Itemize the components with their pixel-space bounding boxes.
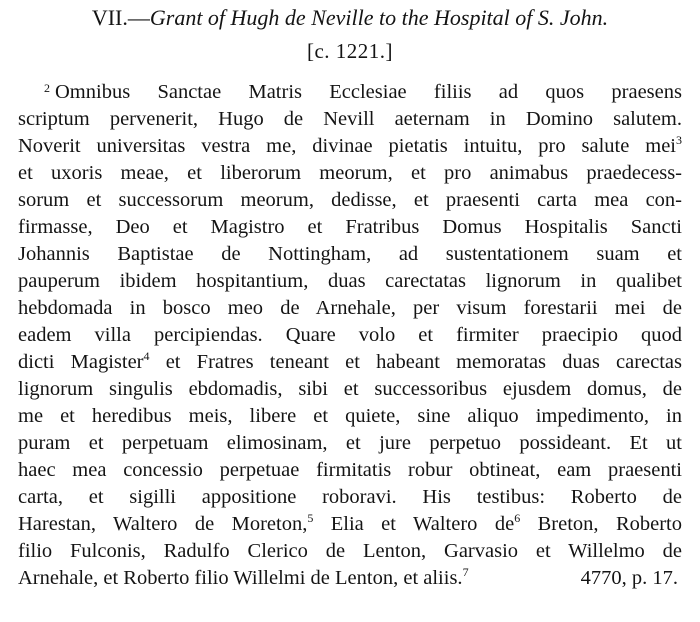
line-text: dicti Magister bbox=[18, 351, 144, 373]
text-line: me et heredibus meis, libere et quiete, sine aliquo impedimento, in bbox=[18, 405, 682, 427]
source-reference: 4770, p. 17. bbox=[580, 567, 678, 589]
text-line: hebdomada in bosco meo de Arnehale, per visum forestarii mei de bbox=[18, 297, 682, 319]
text-line: sorum et successorum meorum, dedisse, et praesenti carta mea con- bbox=[18, 189, 682, 211]
text-line: lignorum singulis ebdomadis, sibi et successoribus ejusdem domus, de bbox=[18, 378, 682, 400]
line-text: Noverit universitas vestra me, divinae pietatis intuitu, pro salute mei bbox=[18, 135, 676, 157]
line-text: Elia et Waltero de bbox=[313, 513, 515, 535]
text-line: firmasse, Deo et Magistro et Fratribus Domus Hospitalis Sancti bbox=[18, 216, 682, 238]
text-line bbox=[18, 133, 682, 160]
text-line bbox=[18, 511, 682, 538]
title-text: Grant of Hugh de Neville to the Hospital of S. John. bbox=[149, 5, 609, 30]
text-line: haec mea concessio perpetuae firmitatis robur obtineat, eam praesenti bbox=[18, 459, 682, 481]
text-line: pauperum ibidem hospitantium, duas carectatas lignorum in qualibet bbox=[18, 270, 682, 292]
text-line: Johannis Baptistae de Nottingham, ad sustentationem suam et bbox=[18, 243, 682, 265]
text-line: Omnibus Sanctae Matris Ecclesiae filiis ad quos praesens bbox=[55, 81, 682, 103]
footnote-mark: 3 bbox=[676, 133, 682, 147]
text-line: scriptum pervenerit, Hugo de Nevill aeternam in Domino salutem. bbox=[18, 108, 682, 130]
document-title bbox=[0, 3, 700, 33]
line-text: Harestan, Waltero de Moreton, bbox=[18, 513, 308, 535]
footnote-mark: 4 bbox=[143, 349, 150, 363]
line-text: Arnehale, et Roberto filio Willelmi de Lenton, et aliis. bbox=[18, 567, 463, 589]
footnote-mark: 6 bbox=[514, 511, 521, 525]
line-text: Breton, Roberto bbox=[520, 513, 682, 535]
line-text: et Fratres teneant et habeant memoratas duas carectas bbox=[149, 351, 682, 373]
text-line: carta, et sigilli appositione roboravi. His testibus: Roberto de bbox=[18, 486, 682, 508]
document-date: [c. 1221.] bbox=[306, 39, 394, 63]
text-line bbox=[18, 349, 682, 376]
text-line: filio Fulconis, Radulfo Clerico de Lenton, Garvasio et Willelmo de bbox=[18, 540, 682, 562]
footnote-mark: 2 bbox=[44, 81, 50, 95]
text-line: et uxoris meae, et liberorum meorum, et pro animabus praedecess- bbox=[18, 162, 682, 184]
footnote-mark: 7 bbox=[462, 565, 469, 579]
footnote-mark: 5 bbox=[307, 511, 314, 525]
title-number: VII.— bbox=[91, 5, 150, 30]
text-line bbox=[18, 565, 469, 592]
text-line: eadem villa percipiendas. Quare volo et firmiter praecipio quod bbox=[18, 324, 682, 346]
text-line: puram et perpetuam elimosinam, et jure perpetuo possideant. Et ut bbox=[18, 432, 682, 454]
